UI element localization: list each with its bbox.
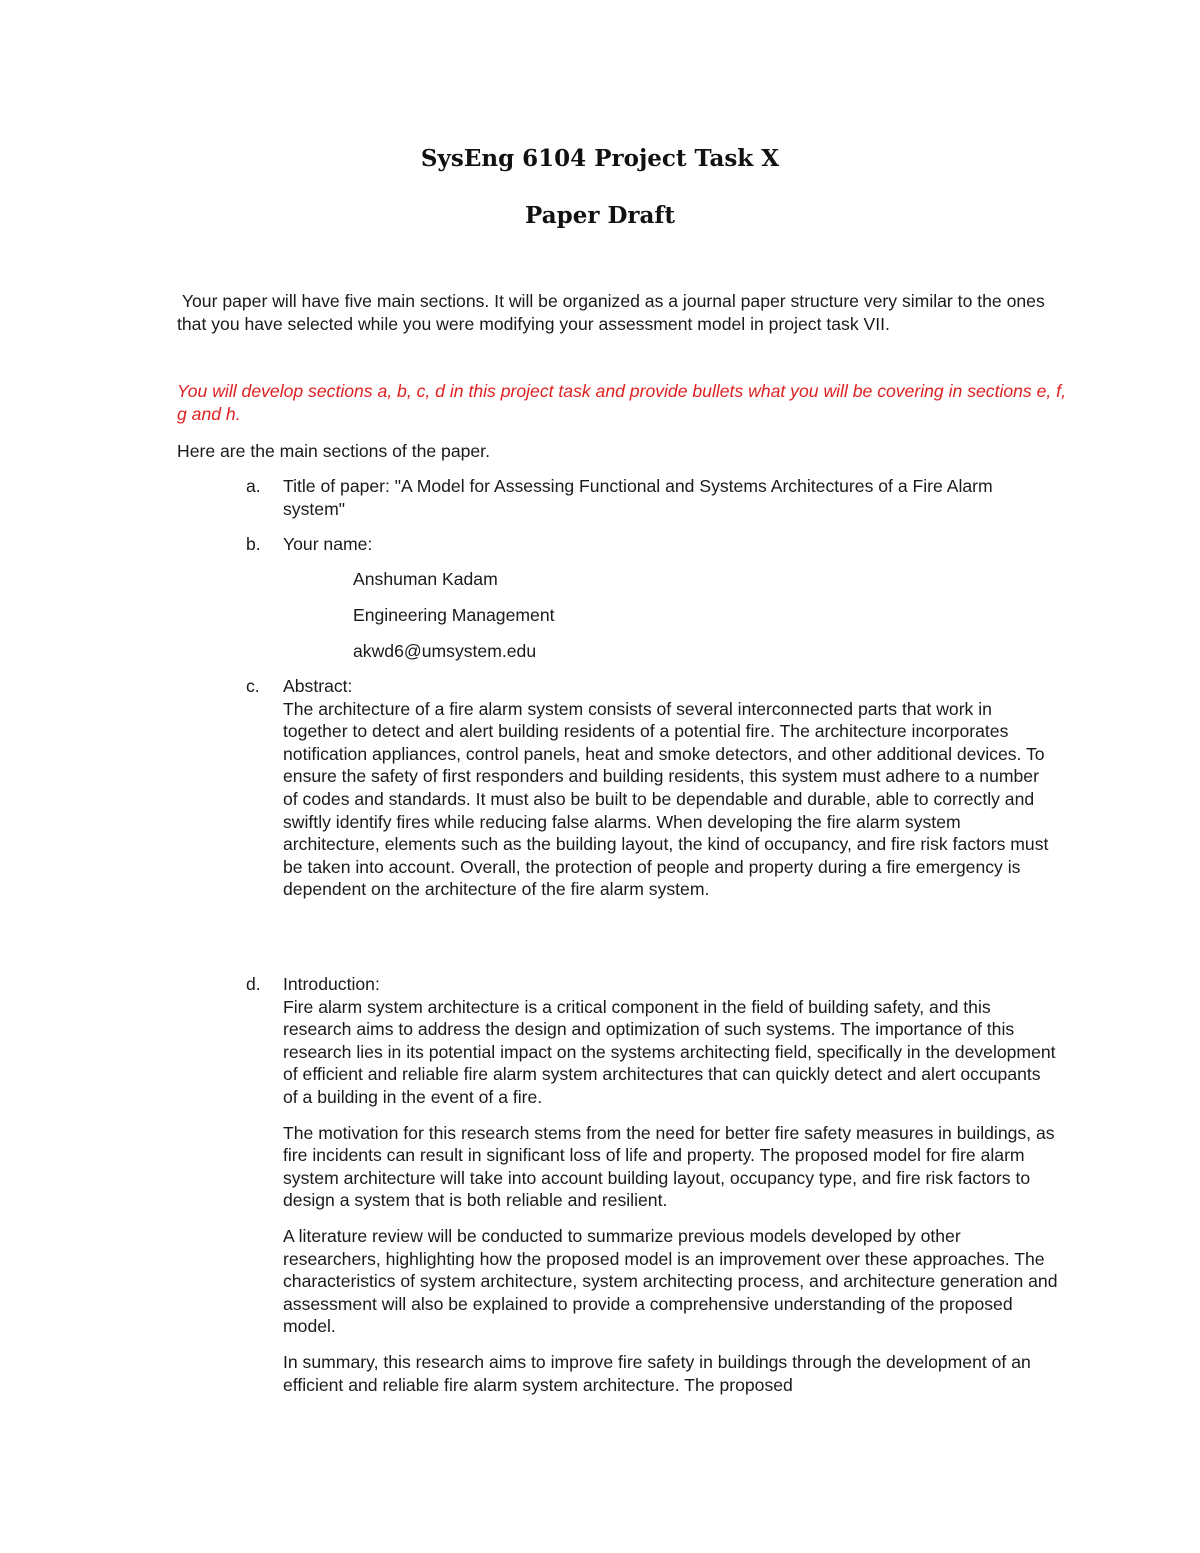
section-d xyxy=(246,973,1056,1403)
section-c-label: Abstract: xyxy=(283,676,353,696)
section-c xyxy=(246,675,1056,925)
abstract-text: The architecture of a fire alarm system consists of several interconnected parts that work in together to detect and alert building residents of a potential fire. The architecture incorporates notification appliances, control panels, heat and smoke detectors, and other additional devices. To ensure the safety of first responders and building residents, this system must adhere to a number of codes and standards. It must also be built to be dependable and durable, able to correctly and swiftly identify fires while reducing false alarms. When developing the fire alarm system architecture, elements such as the building layout, the kind of occupancy, and fire risk factors must be taken into account. Overall, the protection of people and property during a fire emergency is dependent on the architecture of the fire alarm system. xyxy=(283,698,1049,900)
introduction-paragraph: The motivation for this research stems from the need for better fire safety measures in buildings, as fire incidents can result in significant loss of life and property. The proposed model for fire alarm system architecture will take into account building layout, occupancy type, and fire risk factors to design a system that is both reliable and resilient. xyxy=(283,1122,1055,1211)
section-b-label: Your name: xyxy=(283,534,373,554)
introduction-paragraph: A literature review will be conducted to summarize previous models developed by other researchers, highlighting how the proposed model is an improvement over these approaches. The characteristics of system architecture, system architecting process, and architecture generation and assessment will also be explained to provide a comprehensive understanding of the proposed model. xyxy=(283,1225,1058,1337)
section-a-text: Title of paper: "A Model for Assessing Functional and Systems Architectures of a Fire Alarm system" xyxy=(283,476,993,519)
section-a xyxy=(246,475,1056,523)
sections-intro: Here are the main sections of the paper. xyxy=(177,441,490,461)
introduction-paragraph: In summary, this research aims to improve fire safety in buildings through the development of an efficient and reliable fire alarm system architecture. The proposed xyxy=(283,1351,1031,1395)
section-d-marker: d. xyxy=(246,974,261,994)
section-a-marker: a. xyxy=(246,476,261,496)
document-title: SysEng 6104 Project Task X xyxy=(420,145,780,172)
section-d-label: Introduction: xyxy=(283,974,380,994)
section-b-marker: b. xyxy=(246,534,261,554)
instruction-note: You will develop sections a, b, c, d in this project task and provide bullets what you will be covering in sections e, f, g and h. xyxy=(177,381,1066,424)
author-email: akwd6@umsystem.edu xyxy=(353,641,537,661)
author-name: Anshuman Kadam xyxy=(353,569,498,589)
section-b xyxy=(246,533,1056,557)
author-department: Engineering Management xyxy=(353,605,555,625)
document-subtitle: Paper Draft xyxy=(525,202,675,229)
section-c-marker: c. xyxy=(246,676,260,696)
introduction-paragraph: Fire alarm system architecture is a critical component in the field of building safety, and this research aims to address the design and optimization of such systems. The importance of this research lies in its potential impact on the systems architecting field, specifically in the development of efficient and reliable fire alarm system architectures that can quickly detect and alert occupants of a building in the event of a fire. xyxy=(283,996,1056,1107)
intro-paragraph: Your paper will have five main sections. It will be organized as a journal paper structure very similar to the ones that you have selected while you were modifying your assessment model in project task VII. xyxy=(177,291,1050,334)
